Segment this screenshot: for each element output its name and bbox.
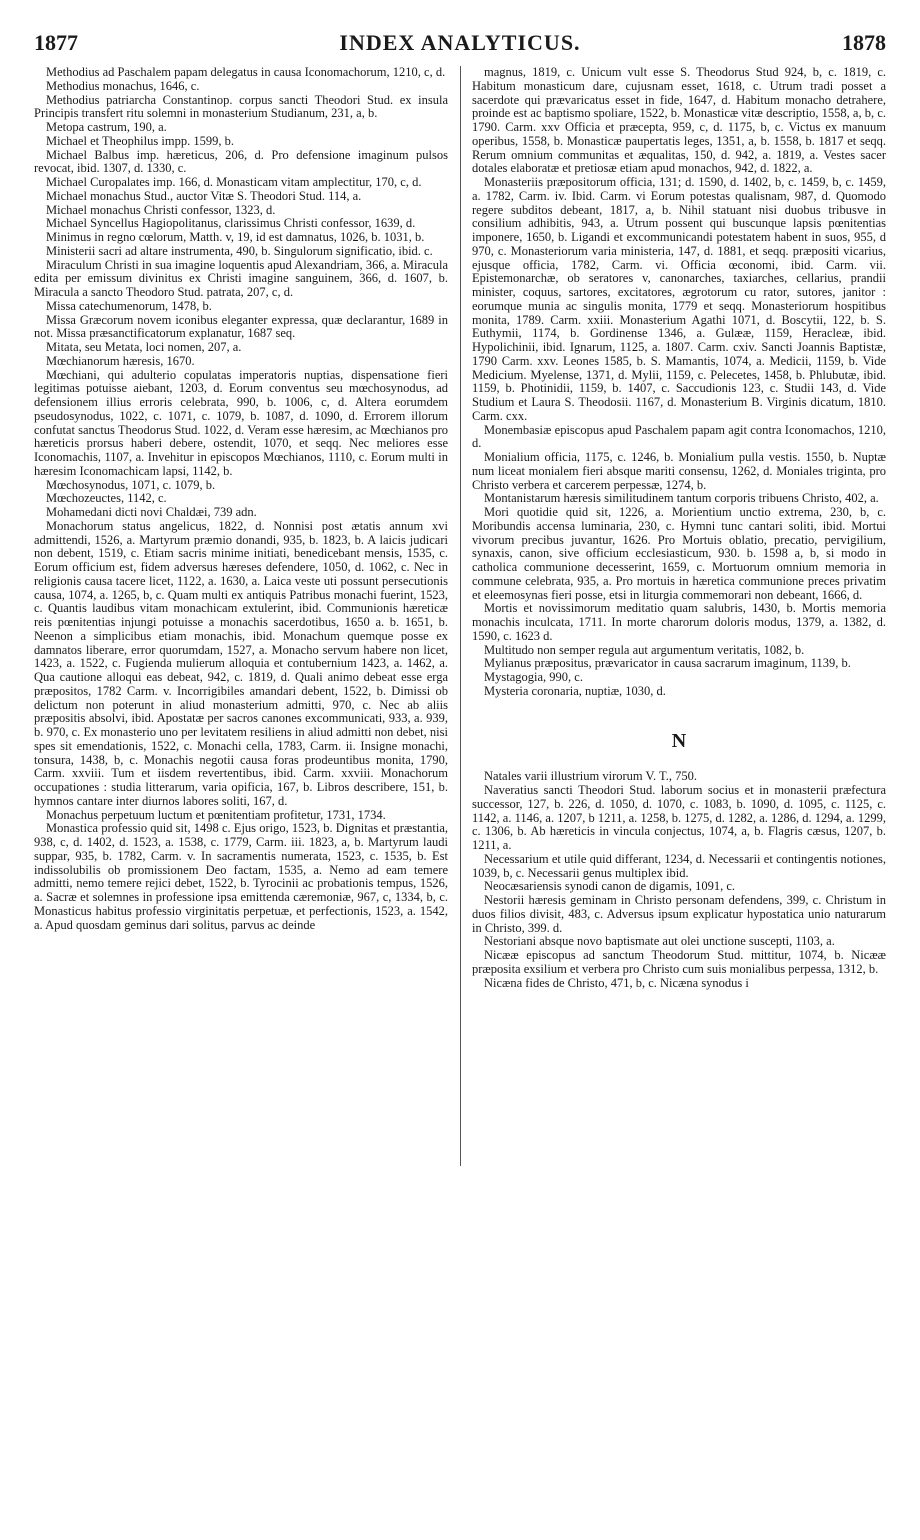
index-entry: Monembasiæ episcopus apud Paschalem papam agit contra Iconomachos, 1210, d.	[472, 422, 886, 451]
index-entry: Mitata, seu Metata, loci nomen, 207, a.	[46, 340, 242, 354]
page-header	[34, 30, 886, 58]
index-entry: Methodius monachus, 1646, c.	[46, 78, 200, 93]
left-column	[34, 66, 448, 1536]
index-entry: Mortis et novissimorum meditatio quam salubris, 1430, b. Mortis memoria monachis inculcata, 1711. In morte charorum doloris modus, 1379, a. 1382, d. 1590, c. 1623 d.	[472, 601, 886, 643]
index-entry: Monachus perpetuum luctum et pœnitentiam profitetur, 1731, 1734.	[46, 807, 386, 822]
index-entry: Michael monachus Christi confessor, 1323, d.	[46, 202, 276, 217]
index-entry: Michael monachus Stud., auctor Vitæ S. Theodori Stud. 114, a.	[46, 188, 362, 203]
index-entry: Michael et Theophilus impp. 1599, b.	[46, 133, 234, 148]
index-entry: Mohamedani dicti novi Chaldæi, 739 adn.	[46, 505, 257, 519]
index-entry: Methodius ad Paschalem papam delegatus in causa Iconomachorum, 1210, c, d.	[46, 66, 446, 79]
index-entry: Nicææ episcopus ad sanctum Theodorum Stud. mittitur, 1074, b. Nicææ præposita exsilium et verbera pro Christo cum suis monialibus perpessa, 1312, b.	[472, 948, 886, 976]
page-number-right: 1878	[842, 30, 886, 55]
index-entry: Monasteriis præpositorum officia, 131; d. 1590, d. 1402, b, c. 1459, b, c. 1459, a. 1782, Carm. iv. Ibid. Carm. vi Eorum potestas qualisnam, 987, d. Quomodo regere subditos debeant, 1817, a, b. Nihil statuant nisi duobus tribusve in consilium adhibitis, 943, a. Utrum possent qui buscunque lapsis pœnitentias imponere, 1650, b. Ligandi et excommunicandi potestatem habent in suos, 955, d 970, c. Monasteriorum varia ministeria, 147, d. 1881, et seqq. præpositi vicarius, ejusque officia, 1782, Carm. vi. Officia œconomi, ibid. Carm. vii. Epistemonarchæ, ob seratores v, canonarches, taxiarches, cellarius, prandii minister, coquus, sartores, excitatores, ægrotorum cu rator, sutores, janitor : eorumque munia ac singulis monita, 1779 et seqq. Monasteriorum hospitibus monita, 1789. Carm. xxiii. Monasterium Agathi 1071, d. Boscytii, 122, b. S. Euthymii, 1174, b. Gordinense 1346, a. Gulææ, 1159, Heracleæ, ibid. Hypolichinii, ibid. Ignarum, 1125, a. 1807. Carm. cxiv. Sancti Joannis Baptistæ, 1790 Carm. xxv. Leones 1585, b. S. Mamantis, 1074, a. Medicii, 1159, b. Vide Medicium. Myelense, 1371, d. Mylii, 1159, c. Pelecetes, 1458, b. Phlubutæ, ibid. 1159, b. Photinidii, 1159, b. 1407, c. Saccudionis 123, c. Studii 143, d. Vide Studium et Laura S. Theodosii. 1167, d. Monasterium B. Virginis dicatum, 1810. Carm. cxx.	[472, 175, 886, 423]
index-entry: Nestoriani absque novo baptismate aut olei unctione suscepti, 1103, a.	[484, 934, 835, 949]
section-letter: N	[671, 729, 687, 752]
index-entry: Mysteria coronaria, nuptiæ, 1030, d.	[484, 683, 666, 698]
index-entry: Mœchiani, qui adulterio copulatas imperatoris nuptias, dispensatione fieri legitimas potuisse aiebant, 1203, d. Eorum conventus seu mœchosynodus, ad defensionem illius erroris celebrata, 990, b. 1006, c, d. Altera eorumdem pseudosynodus, 1022, c. 1071, c. 1079, b. 1087, d. 1090, d. Errorem illorum confutat sanctus Theodorus Stud. 1022, d. Veram esse hæresim, ac Mœchianos pro hæreticis prorsus haberi debere, ostendit, 1070, et seqq. Nec meliores esse Iconomachis, 1107, a. Invehitur in episcopos Mœchianos, 1110, c. Eorum multi in hæresim Iconomachicam lapsi, 1142, b.	[34, 367, 448, 478]
index-entry: Mœchozeuctes, 1142, c.	[46, 491, 167, 506]
index-entry: Natales varii illustrium virorum V. T., 750.	[484, 769, 697, 784]
index-entry: Missa Græcorum novem iconibus eleganter expressa, quæ declarantur, 1689 in not. Missa præsanctificatorum explanatur, 1687 seq.	[34, 312, 448, 341]
index-entry: Multitudo non semper regula aut argumentum veritatis, 1082, b.	[484, 642, 805, 657]
index-entry: Naveratius sancti Theodori Stud. laborum socius et in monasterii præfectura successor, 127, b. 226, d. 1050, d. 1070, c. 1083, b. 1090, d. 1095, c. 1125, c. 1142, a. 1146, a. 1207, b 1211, a. 1258, b. 1275, d. 1282, a. 1286, d. 1294, a. 1299, c. 1306, b. Ab hæreticis in vincula conjectus, 1074, a, b. Flagris cæsus, 1207, b. 1211, a.	[472, 783, 886, 852]
column-divider	[460, 66, 461, 1166]
index-entry: Monachorum status angelicus, 1822, d. Nonnisi post ætatis annum xvi admittendi, 1526, a. Martyrum præmio donandi, 935, b. 1823, b. A laicis judicari non debent, 1519, c. Etiam sacris minime initiati, benedicebant mensis, 1535, c. Eorum officium est, fidem adversus hæreses defendere, 1050, d. 1062, c. Nec in religionis causa tacere licet, 1122, a. 1630, a. Laica veste uti possunt persecutionis causa, 1074, a. 1265, b, c. Quam multi ex antiquis Patribus monachi fuerint, 1523, c. Quantis laudibus vitam monachicam extulerint, ibid. Communionis hæreticæ reis pœnitentias injungi potuisse a monachis sacerdotibus, 1650 a. b. 1651, b. Neenon a simplicibus etiam monachis, ibid. Monachum quemque posse ex damnatos liberare, error quorumdam, 1527, a. Monacho servum habere non licet, 1423, a. 1522, c. Fugienda mulierum alloquia et contubernium 1423, a. 1462, a. Qua cautione alloqui eas debeat, 942, c. 1819, d. Quali animo debeat esse erga præpositos, 1782 Carm. v. Incorrigibiles amandari debent, 1522, b. Dimissi ob delictum non poterunt in aliud monasterium admitti, 970, c. Nec ab aliis præpositis absolvi, ibid. Apostatæ per sacros canones excommunicati, 933, a. 939, b. 970, c. Ex monasterio uno per levitatem resiliens in aliud admitti non debet, nisi spes sit emendationis, 1522, c. Monachi cella, 1783, Carm. ii. Insigne monachi, tonsura, 1438, b, c. Monachis negotii causa foras prodeuntibus monita, 1790, Carm. xxviii. Tum et iisdem revertentibus, ibid. Carm. xxviii. Monachorum occupationes : studia litterarum, varia opificia, 167, b. Libros describere, 151, b. hymnos cantare inter diurnos labores soliti, 167, d.	[34, 518, 448, 808]
index-entry: Monastica professio quid sit, 1498 c. Ejus origo, 1523, b. Dignitas et præstantia, 938, c, d. 1402, d. 1523, a. 1538, c. 1779, Carm. iii. 1823, a, b. Martyrum laudi suppar, 935, b. 1782, Carm. v. In sacramentis numerata, 1523, c. 1535, b. Est indissolubilis ob promissionem Deo factam, 1535, a. Nemo ad eam temere admitti, nemo temere rejici debet, 1522, b. Tyrocinii ac probationis tempus, 1526, a. Sacræ et solemnes in professione ipsa emittenda cæremoniæ, 967, c, 1334, b, c. Monasticus habitus professio virginitatis perpetuæ, et perfectionis, 1523, a. 1542, a. Apud quosdam geminus dari solitus, parvus ac deinde	[34, 821, 448, 932]
index-entry: Mœchianorum hæresis, 1670.	[46, 353, 195, 368]
index-entry: Ministerii sacri ad altare instrumenta, 490, b. Singulorum significatio, ibid. c.	[46, 243, 433, 258]
index-entry: Mori quotidie quid sit, 1226, a. Morientium unctio extrema, 230, b, c. Moribundis accensa luminaria, 230, c. Hymni tunc cantari soliti, ibid. Mortui vivorum precibus juvantur, 1626. Pro Mortuis oblatio, precatio, pervigilium, synaxis, canon, sive officium ecclesiasticum, 930. b. 1598 a, b, si modo in catholica communione decesserint, 1659, c. Mortuorum omnium memoria in commune celebrata, 935, a. Pro mortuis in hæretica communione preces privatim et eleemosynas fieri posse, etsi in liturgia commemorari non debeant, 1666, d.	[472, 505, 886, 602]
page-number-left: 1877	[34, 30, 78, 55]
index-entry: Michael Balbus imp. hæreticus, 206, d. Pro defensione imaginum pulsos revocat, ibid. 1307, d. 1330, c.	[34, 147, 448, 176]
index-entry: Michael Curopalates imp. 166, d. Monasticam vitam amplectitur, 170, c, d.	[46, 175, 422, 189]
index-entry: Necessarium et utile quid differant, 1234, d. Necessarii et contingentis notiones, 1039, b, c. Necessarii genus multiplex ibid.	[472, 851, 886, 880]
page-title: INDEX ANALYTICUS.	[339, 30, 581, 55]
index-entry: Methodius patriarcha Constantinop. corpus sancti Theodori Stud. ex insula Principis transfert ritu solemni in monasterium Studianum, 231, a, b.	[34, 92, 448, 121]
index-entry: Nicæna fides de Christo, 471, b, c. Nicæna synodus i	[484, 975, 749, 990]
right-column-m-entries	[472, 66, 886, 699]
index-entry: Nestorii hæresis geminam in Christo personam defendens, 399, c. Christum in duos filios divisit, 483, c. Adversus ipsum explicatur hypostatica unio naturarum in Christo, 399. d.	[472, 893, 886, 935]
index-entry: Metopa castrum, 190, a.	[46, 120, 167, 134]
right-column	[472, 66, 886, 1536]
index-entry: magnus, 1819, c. Unicum vult esse S. Theodorus Stud 924, b, c. 1819, c. Habitum monasticum dare, cujusnam esset, 1618, c. Utrum tradi posset a sacerdote qui prævaricatus esset in fide, 1647, d. Habitum monacho detrahere, proinde est ac baptismo spoliare, 1522, b. Monasticæ vitæ descriptio, 1558, a, b, c. 1790. Carm. xxv Officia et præcepta, 959, c, d. 1175, b, c. Victus ex manuum operibus, 1558, b. Monasticæ paupertatis leges, 1351, a, b. 1558, b. 1817 et seqq. Rerum omnium communitas et æqualitas, 150, d. 942, a. 1819, a. Vestes sacer dotales elaboratæ et pretiosæ etiam apud monachos, 942, d. 1822, a.	[472, 66, 886, 176]
index-entry: Monialium officia, 1175, c. 1246, b. Monialium pulla vestis. 1550, b. Nuptæ num liceat monialem fieri absque mariti consensu, 1262, d. Moniales triginta, pro Christo verbera et carcerem perpessæ, 1274, b.	[472, 450, 886, 492]
index-entry: Minimus in regno cœlorum, Matth. v, 19, id est damnatus, 1026, b. 1031, b.	[46, 230, 425, 244]
index-entry: Montanistarum hæresis similitudinem tantum corporis tribuens Christo, 402, a.	[484, 491, 879, 506]
index-entry: Mystagogia, 990, c.	[484, 670, 583, 684]
right-column-n-entries	[472, 770, 886, 990]
index-entry: Mylianus præpositus, prævaricator in causa sacrarum imaginum, 1139, b.	[484, 656, 851, 671]
index-entry: Missa catechumenorum, 1478, b.	[46, 298, 212, 313]
index-entry: Miraculum Christi in sua imagine loquentis apud Alexandriam, 366, a. Miracula edita per emissum divinitus ex Christi imagine sanguinem, 366, d. 1607, b. Miracula a sancto Theodoro Stud. patrata, 207, c, d.	[34, 257, 448, 299]
index-entry: Mœchosynodus, 1071, c. 1079, b.	[46, 477, 216, 492]
index-entry: Neocæsariensis synodi canon de digamis, 1091, c.	[484, 879, 735, 894]
index-entry: Michael Syncellus Hagiopolitanus, clarissimus Christi confessor, 1639, d.	[46, 216, 416, 231]
